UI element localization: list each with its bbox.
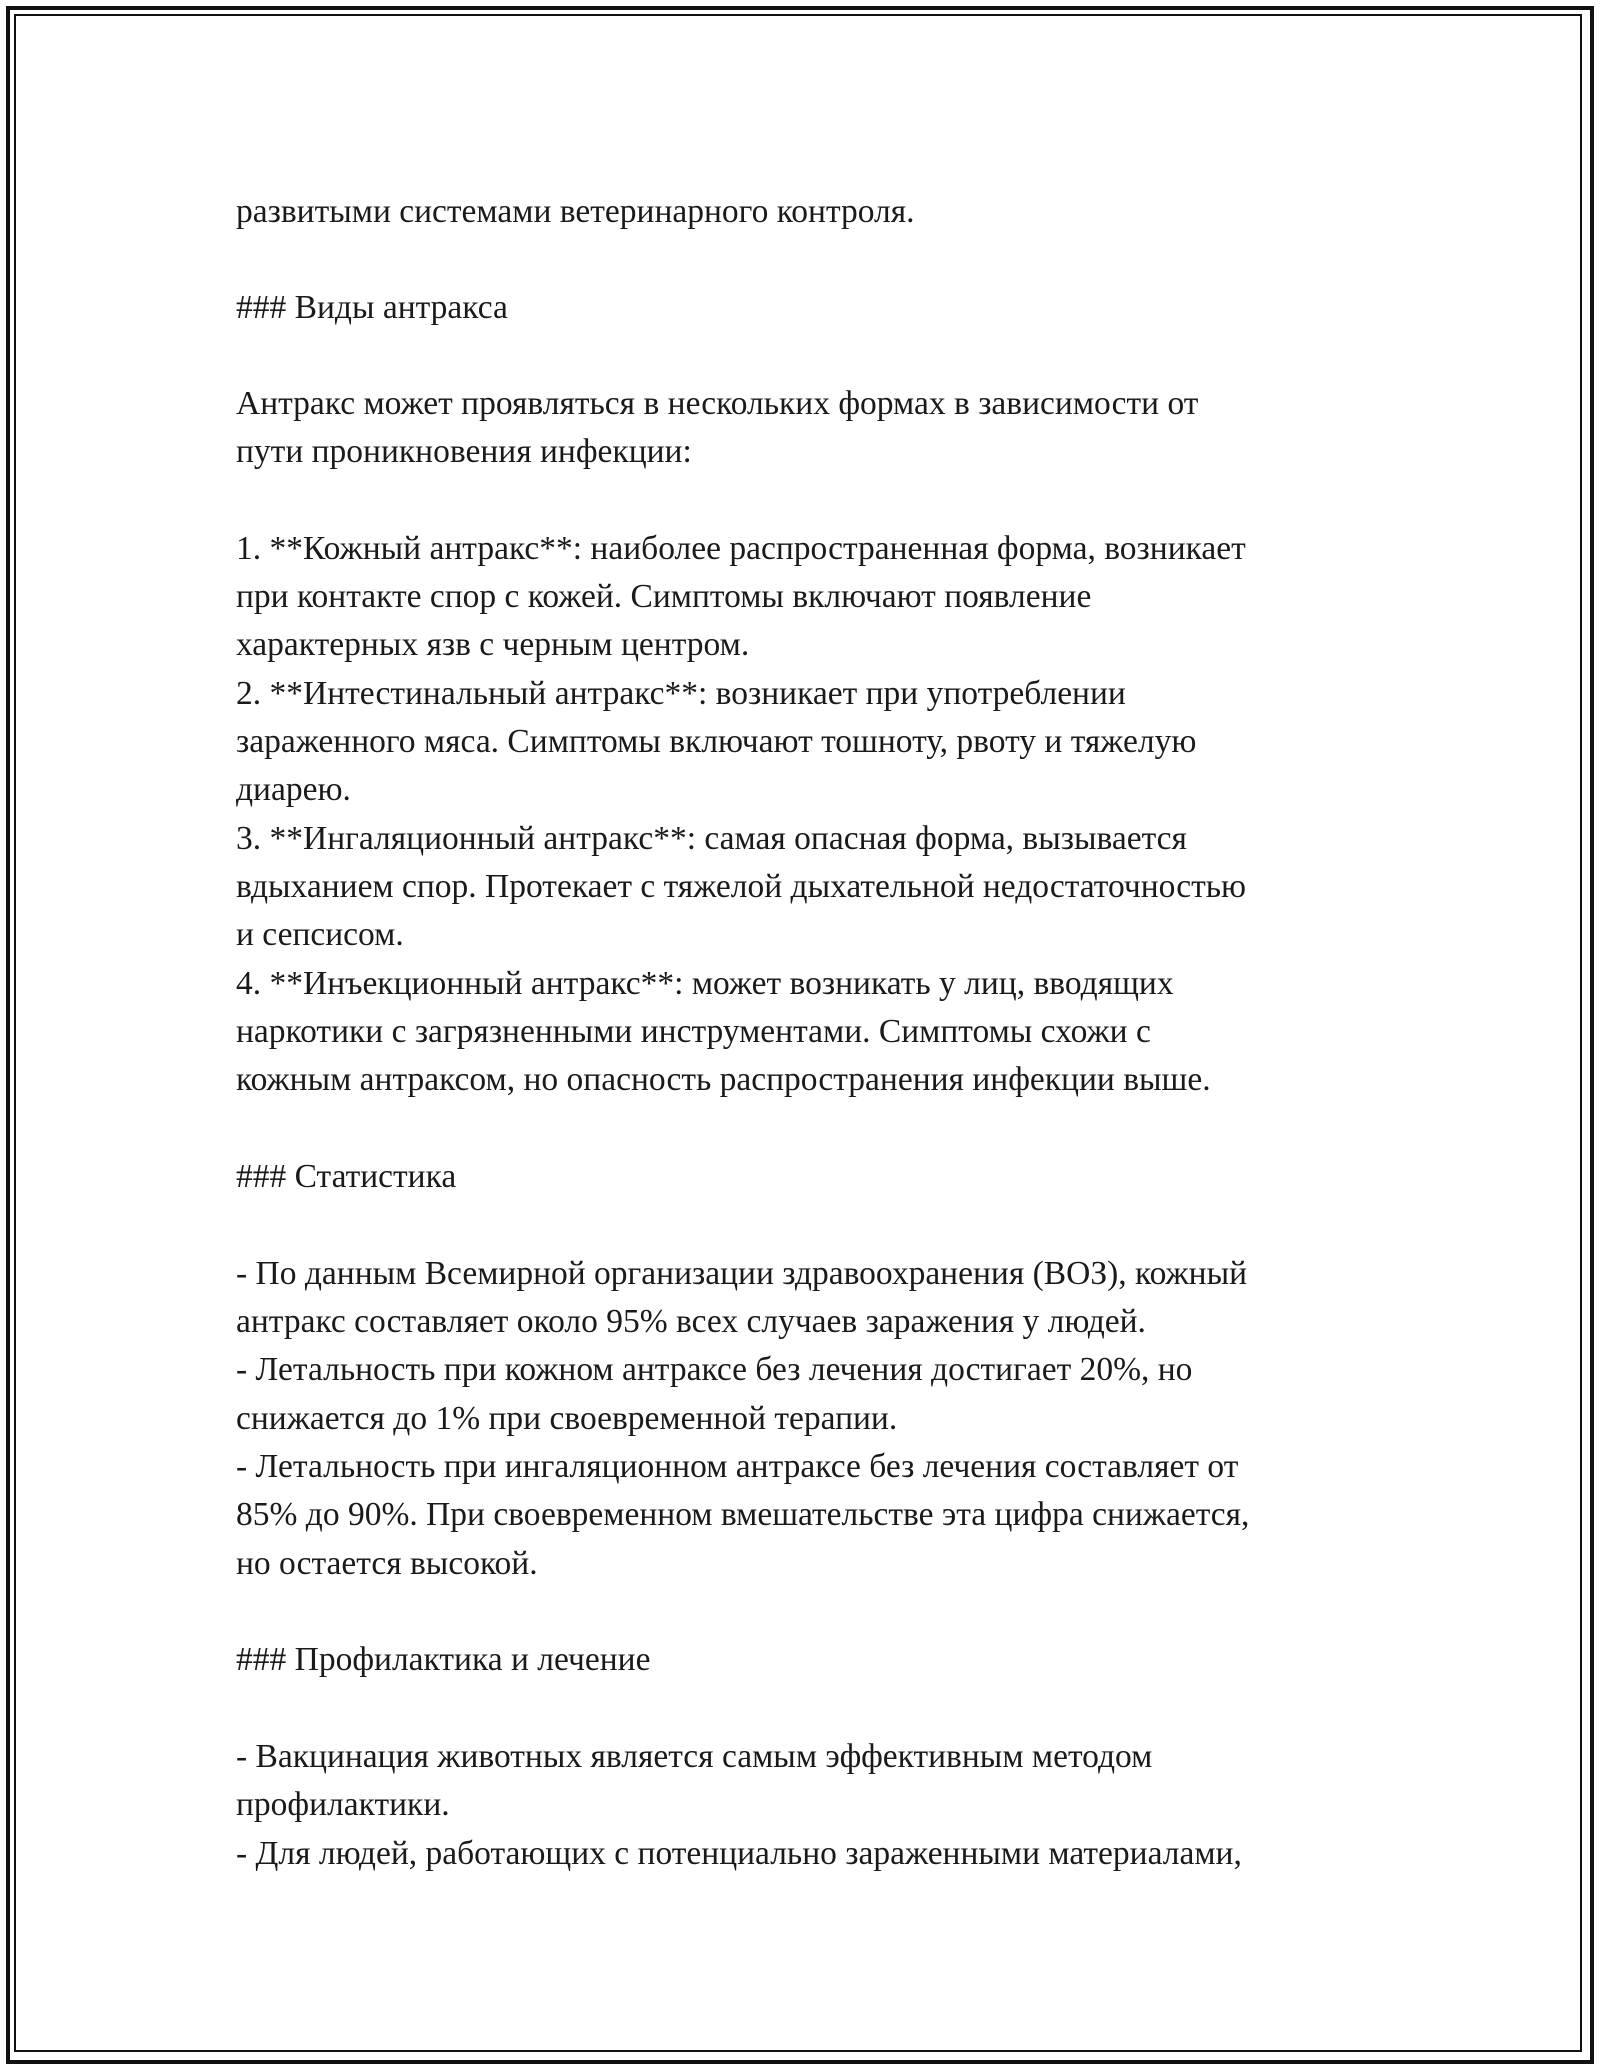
- text-line: пути проникновения инфекции:: [236, 433, 692, 470]
- bullet-line: профилактики.: [236, 1786, 450, 1823]
- list-item-line: 3. **Ингаляционный антракс**: самая опасная форма, вызывается: [236, 820, 1187, 857]
- bullet-line: - Летальность при кожном антраксе без лечения достигает 20%, но: [236, 1351, 1193, 1388]
- text-line: Антракс может проявляться в нескольких формах в зависимости от: [236, 385, 1199, 422]
- list-item-line: 2. **Интестинальный антракс**: возникает при употреблении: [236, 675, 1126, 712]
- list-item-line: кожным антраксом, но опасность распространения инфекции выше.: [236, 1061, 1211, 1098]
- bullet-line: - По данным Всемирной организации здравоохранения (ВОЗ), кожный: [236, 1255, 1248, 1292]
- section-heading: ### Профилактика и лечение: [236, 1641, 651, 1678]
- bullet-line: снижается до 1% при своевременной терапии.: [236, 1400, 898, 1437]
- list-item-line: вдыханием спор. Протекает с тяжелой дыхательной недостаточностью: [236, 868, 1247, 905]
- list-item-line: наркотики с загрязненными инструментами. Симптомы схожи с: [236, 1013, 1151, 1050]
- list-item-line: при контакте спор с кожей. Симптомы включают появление: [236, 578, 1092, 615]
- list-item-line: диарею.: [236, 771, 351, 808]
- list-item-line: характерных язв с черным центром.: [236, 626, 750, 663]
- list-item-line: 1. **Кожный антракс**: наиболее распространенная форма, возникает: [236, 530, 1246, 567]
- text-line: развитыми системами ветеринарного контроля.: [236, 193, 915, 230]
- bullet-line: - Для людей, работающих с потенциально зараженными материалами,: [236, 1835, 1242, 1872]
- bullet-line: но остается высокой.: [236, 1545, 538, 1582]
- bullet-line: - Летальность при ингаляционном антраксе без лечения составляет от: [236, 1448, 1239, 1485]
- list-item-line: зараженного мяса. Симптомы включают тошноту, рвоту и тяжелую: [236, 723, 1197, 760]
- section-heading: ### Виды антракса: [236, 289, 508, 326]
- list-item-line: и сепсисом.: [236, 916, 404, 953]
- bullet-line: 85% до 90%. При своевременном вмешательстве эта цифра снижается,: [236, 1496, 1250, 1533]
- bullet-line: - Вакцинация животных является самым эффективным методом: [236, 1738, 1153, 1775]
- bullet-line: антракс составляет около 95% всех случаев заражения у людей.: [236, 1303, 1146, 1340]
- section-heading: ### Статистика: [236, 1158, 457, 1195]
- list-item-line: 4. **Инъекционный антракс**: может возникать у лиц, вводящих: [236, 965, 1174, 1002]
